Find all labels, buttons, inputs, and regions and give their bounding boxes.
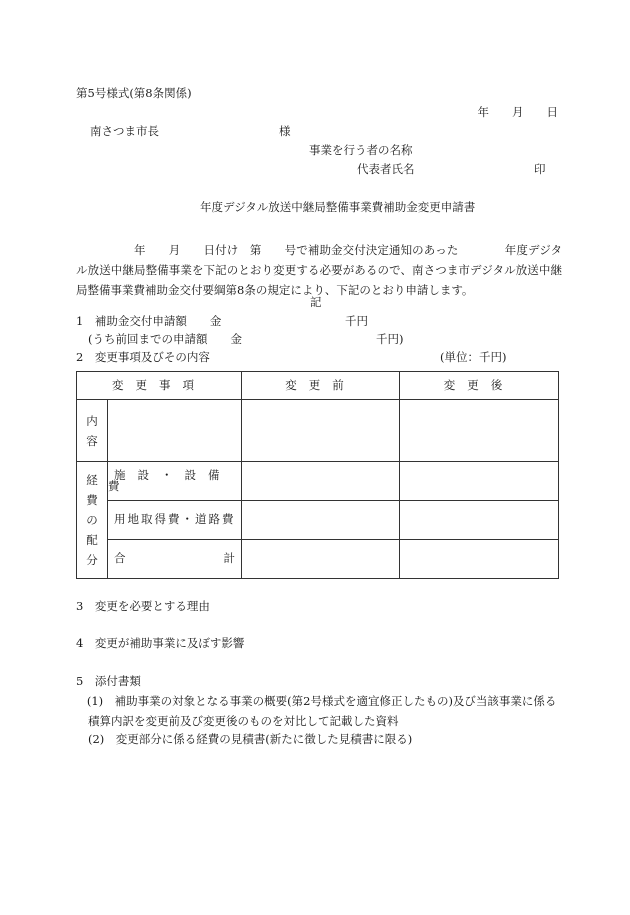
header-change-item: 変更事項 <box>77 372 242 400</box>
item5-sub2: (2) 変更部分に係る経費の見積書(新たに徴した見積書に限る) <box>88 732 413 746</box>
item1-sub-label: (うち前回までの申請額 金 <box>88 332 242 346</box>
row-total-before <box>242 540 400 579</box>
item4-label: 4 変更が補助事業に及ぼす影響 <box>76 636 245 650</box>
content-after-cell <box>400 400 559 462</box>
item2-label: 2 変更事項及びその内容 <box>76 350 210 364</box>
addressee-honorific: 様 <box>279 124 291 138</box>
item1-sub-unit: 千円) <box>376 332 404 346</box>
item5-label: 5 添付書類 <box>76 674 141 688</box>
item1-unit: 千円 <box>345 314 368 328</box>
item5-sub1: (1) 補助事業の対象となる事業の概要(第2号様式を適宜修正したもの)及び当該事業に係る積算内訳を変更前及び変更後のものを対比して記載した資料 <box>86 694 557 728</box>
document-title: 年度デジタル放送中継局整備事業費補助金変更申請書 <box>200 200 476 214</box>
representative-label: 代表者氏名 <box>357 162 415 176</box>
row-total-after <box>400 540 559 579</box>
row-facility-before <box>242 462 400 501</box>
row-land-after <box>400 501 559 540</box>
unit-note: (単位：千円) <box>440 350 507 364</box>
row-land-before <box>242 501 400 540</box>
row-total-label: 合 計 <box>108 540 242 579</box>
item1-label: 1 補助金交付申請額 金 <box>76 314 222 328</box>
allocation-label-cell: 経費の配分 <box>77 462 108 579</box>
row-land-label: 用地取得費・道路費 <box>108 501 242 540</box>
addressee: 南さつま市長 <box>90 124 159 138</box>
row-facility-label: 施設・設備費 <box>108 462 242 501</box>
row-facility-after <box>400 462 559 501</box>
seal-mark: 印 <box>534 162 546 176</box>
header-before: 変更前 <box>242 372 400 400</box>
item3-label: 3 変更を必要とする理由 <box>76 599 210 613</box>
content-detail-cell <box>108 400 242 462</box>
applicant-name-label: 事業を行う者の名称 <box>309 143 413 157</box>
content-before-cell <box>242 400 400 462</box>
header-after: 変更後 <box>400 372 559 400</box>
content-label-cell: 内容 <box>77 400 108 462</box>
ki-marker: 記 <box>310 295 322 309</box>
form-number: 第5号様式(第8条関係) <box>76 86 192 100</box>
body-text: 年 月 日付け 第 号で補助金交付決定通知のあった 年度デジタル放送中継局整備事業を下記のとおり変更する必要があるので、南さつま市デジタル放送中継局整備事業費補助金交付要綱第8条の規定により、下記のとおり申請します。 <box>76 243 562 297</box>
date-line: 年 月 日 <box>477 105 558 119</box>
change-table <box>76 371 559 579</box>
